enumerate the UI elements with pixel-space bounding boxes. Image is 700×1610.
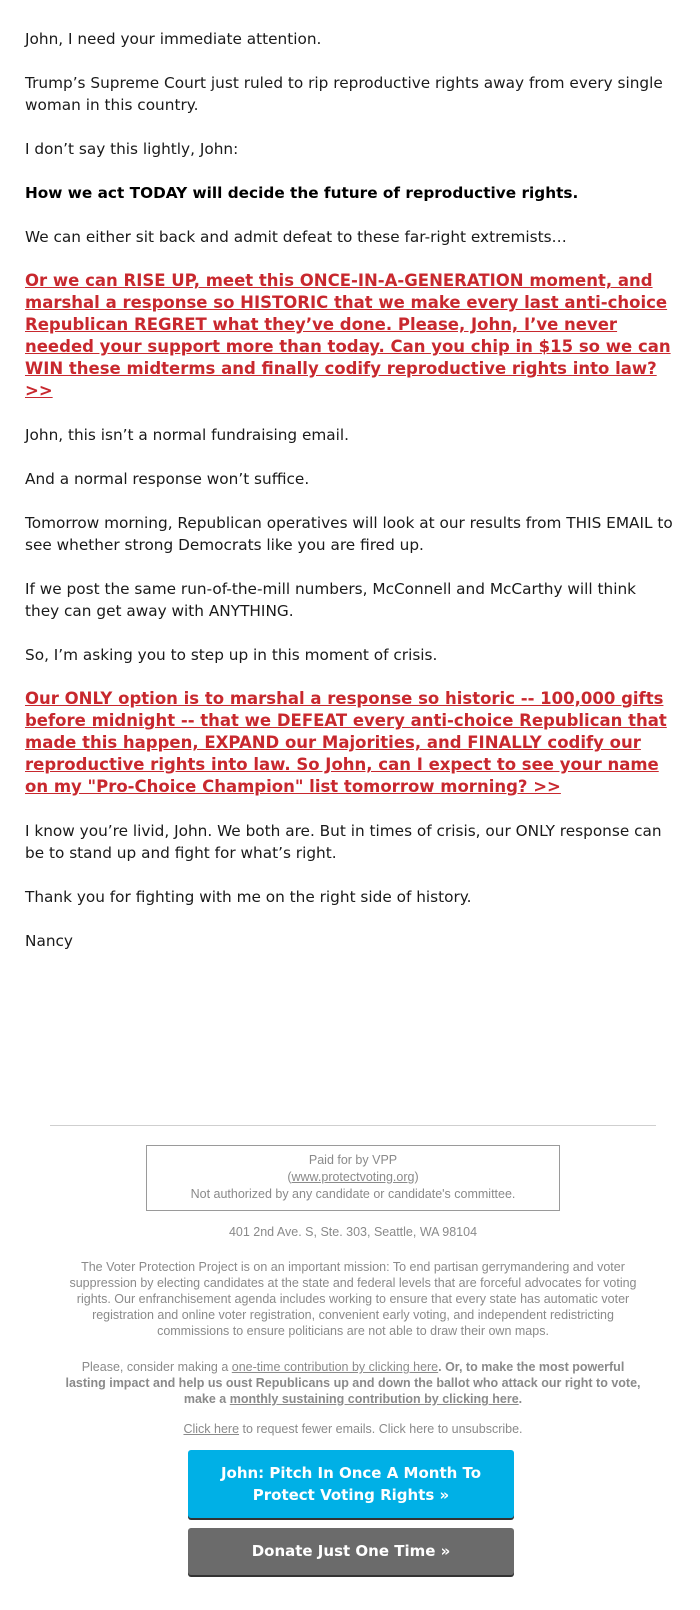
tomorrow-paragraph: Tomorrow morning, Republican operatives will look at our results from THIS EMAIL to see whether strong Democrats like you are fired up. <box>25 514 673 554</box>
donate-cta-link-1[interactable]: Or we can RISE UP, meet this ONCE-IN-A-GENERATION moment, and marshal a response so HISTORIC that we make every last anti-choice Republican REGRET what they’ve done. Please, John, I’ve never needed your support more than today. Can you chip in $15 so we can WIN these midterms and finally codify reproductive rights into law? >> <box>25 271 671 400</box>
thank-you-paragraph: Thank you for fighting with me on the right side of history. <box>25 888 472 906</box>
fewer-emails-link[interactable]: Click here <box>183 1422 240 1436</box>
paid-for-box <box>146 1145 560 1211</box>
ruling-paragraph: Trump’s Supreme Court just ruled to rip reproductive rights away from every single woman in this country. <box>25 74 663 114</box>
donate-cta-link-2[interactable]: Our ONLY option is to marshal a response so historic -- 100,000 gifts before midnight -- that we DEFEAT every anti-choice Republican that made this happen, EXPAND our Majorities, and FINALLY codify our reproductive rights into law. So John, can I expect to see your name on my "Pro-Choice Champion" list tomorrow morning? >> <box>25 689 667 796</box>
monthly-contribution-link[interactable]: monthly sustaining contribution by clicking here <box>229 1392 519 1406</box>
mailing-address: 401 2nd Ave. S, Ste. 303, Seattle, WA 98104 <box>228 1225 478 1239</box>
contribution-text: Please, consider making a one-time contribution by clicking here. Or, to make the most powerful lasting impact and help us oust Republicans up and down the ballot who attack our right to vote, make a monthly sustaining contribution by clicking here. <box>65 1360 641 1406</box>
numbers-paragraph: If we post the same run-of-the-mill numbers, McConnell and McCarthy will think they can get away with ANYTHING. <box>25 580 637 620</box>
today-bold-paragraph: How we act TODAY will decide the future of reproductive rights. <box>25 184 579 202</box>
one-time-contribution-link[interactable]: one-time contribution by clicking here <box>231 1360 439 1374</box>
normal-email-paragraph: John, this isn’t a normal fundraising email. <box>25 426 350 444</box>
footer <box>50 1145 656 1436</box>
email-body <box>25 28 675 974</box>
monthly-donate-button[interactable]: John: Pitch In Once A Month To Protect Voting Rights » <box>188 1450 514 1518</box>
website-link[interactable]: www.protectvoting.org <box>291 1170 415 1184</box>
email-preferences: Click here to request fewer emails. Click here to unsubscribe. <box>183 1422 523 1436</box>
paid-for-text: Paid for by VPP <box>308 1153 398 1167</box>
defeat-paragraph: We can either sit back and admit defeat to these far-right extremists… <box>25 228 567 246</box>
website-line: (www.protectvoting.org) <box>287 1170 419 1184</box>
one-time-donate-button[interactable]: Donate Just One Time » <box>188 1528 514 1575</box>
livid-paragraph: I know you’re livid, John. We both are. But in times of crisis, our ONLY response can be to stand up and fight for what’s right. <box>25 822 662 862</box>
disclaimer-text: Not authorized by any candidate or candidate's committee. <box>190 1187 516 1201</box>
footer-divider <box>50 1125 656 1126</box>
step-up-paragraph: So, I’m asking you to step up in this moment of crisis. <box>25 646 438 664</box>
normal-response-paragraph: And a normal response won’t suffice. <box>25 470 310 488</box>
signature: Nancy <box>25 932 73 950</box>
greeting-paragraph: John, I need your immediate attention. <box>25 30 322 48</box>
lightly-paragraph: I don’t say this lightly, John: <box>25 140 239 158</box>
mission-statement: The Voter Protection Project is on an important mission: To end partisan gerrymandering and voter suppression by electing candidates at the state and federal levels that are forceful advocates for voting rights. Our enfranchisement agenda includes working to ensure that every state has automatic voter registration and online voter registration, convenient early voting, and independent redistricting commissions to ensure politicians are not able to draw their own maps. <box>69 1260 637 1338</box>
